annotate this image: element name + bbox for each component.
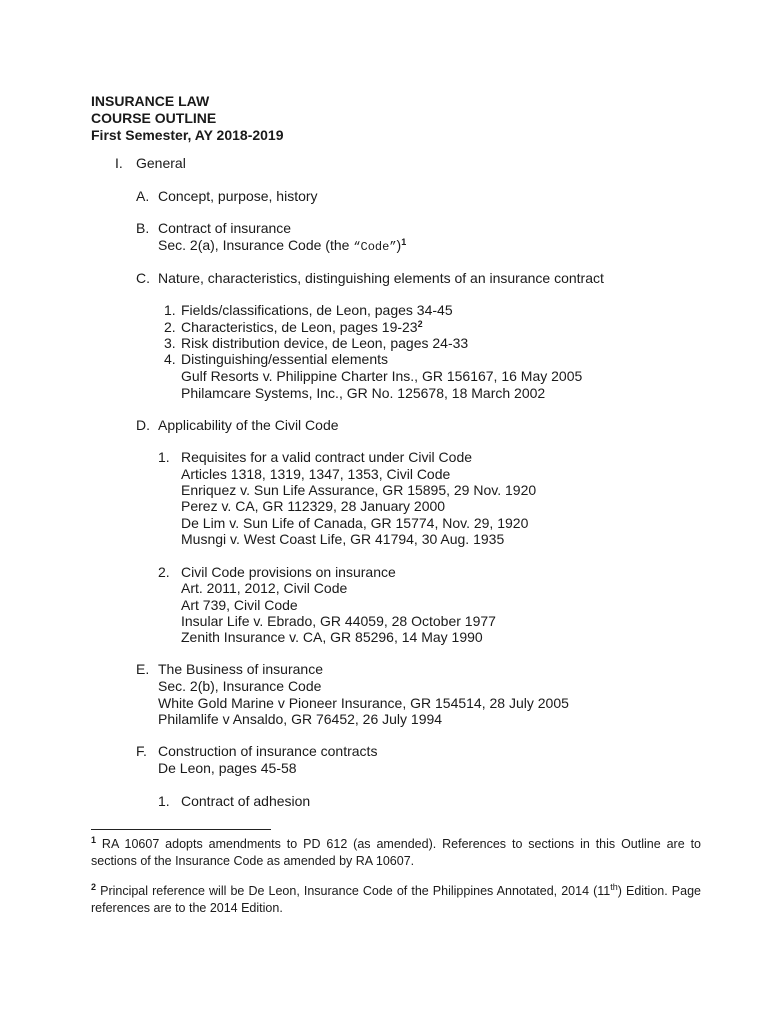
outline-e-heading: The Business of insurance: [158, 661, 323, 677]
footnote-2: [91, 883, 701, 917]
b-ref-prefix: Sec. 2(a), Insurance Code (the: [158, 237, 354, 253]
case-perez: Perez v. CA, GR 112329, 28 January 2000: [181, 498, 446, 514]
outline-a-heading: Concept, purpose, history: [158, 188, 318, 204]
footnote-2-mark: 2: [91, 882, 97, 892]
case-philamcare: Philamcare Systems, Inc., GR No. 125678, 18 March 2002: [181, 385, 546, 401]
civil-code-articles: Articles 1318, 1319, 1347, 1353, Civil Code: [181, 466, 451, 482]
outline-c3-text: Risk distribution device, de Leon, pages 24-33: [181, 335, 469, 351]
footnote-1: [91, 836, 701, 870]
outline-b-heading: Contract of insurance: [158, 220, 292, 236]
footnote-1-mark: 1: [91, 835, 97, 845]
case-enriquez: Enriquez v. Sun Life Assurance, GR 15895, 29 Nov. 1920: [181, 482, 537, 498]
outline-d2-number: 2.: [158, 564, 170, 580]
case-philamlife: Philamlife v Ansaldo, GR 76452, 26 July 1994: [158, 711, 443, 727]
insurance-code-sec-2b: Sec. 2(b), Insurance Code: [158, 678, 322, 694]
outline-i-number: I.: [115, 155, 123, 171]
outline-d2-text: Civil Code provisions on insurance: [181, 564, 396, 580]
outline-f1-text: Contract of adhesion: [181, 793, 311, 809]
footnote-ref-1[interactable]: 1: [401, 237, 407, 247]
outline-b-reference: [158, 237, 406, 255]
outline-c1-number: 1.: [164, 302, 176, 318]
case-white-gold: White Gold Marine v Pioneer Insurance, GR 154514, 28 July 2005: [158, 695, 569, 711]
outline-d-heading: Applicability of the Civil Code: [158, 417, 339, 433]
outline-c4-text: Distinguishing/essential elements: [181, 351, 388, 367]
case-gulf-resorts: Gulf Resorts v. Philippine Charter Ins., GR 156167, 16 May 2005: [181, 368, 583, 384]
case-musngi: Musngi v. West Coast Life, GR 41794, 30 Aug. 1935: [181, 531, 505, 547]
b-ref-suffix: ): [396, 237, 402, 253]
outline-i-heading: General: [136, 155, 186, 171]
outline-c-heading: Nature, characteristics, distinguishing elements of an insurance contract: [158, 270, 604, 286]
title-insurance-law: INSURANCE LAW: [91, 93, 210, 109]
c2-text: Characteristics, de Leon, pages 19-23: [181, 319, 418, 335]
footnote-2-text-b: ) Edition. Page references are to the 2014 Edition.: [91, 884, 701, 915]
outline-e-letter: E.: [136, 661, 150, 677]
footnote-2-superscript-th: th: [610, 882, 618, 892]
de-leon-reference: De Leon, pages 45-58: [158, 760, 297, 776]
b-ref-code: “Code”: [353, 240, 397, 254]
outline-d1-number: 1.: [158, 449, 170, 465]
outline-c1-text: Fields/classifications, de Leon, pages 34-45: [181, 302, 453, 318]
footnote-divider: [91, 829, 271, 830]
outline-c2-number: 2.: [164, 319, 176, 335]
case-zenith: Zenith Insurance v. CA, GR 85296, 14 May 1990: [181, 629, 483, 645]
civil-code-art-2011: Art. 2011, 2012, Civil Code: [181, 580, 348, 596]
outline-d1-text: Requisites for a valid contract under Civil Code: [181, 449, 473, 465]
footnote-1-text: RA 10607 adopts amendments to PD 612 (as amended). References to sections in this Outline are to sections of the Insurance Code as amended by RA 10607.: [91, 837, 701, 868]
outline-c-letter: C.: [136, 270, 150, 286]
outline-c3-number: 3.: [164, 335, 176, 351]
outline-c2-text: [181, 319, 423, 335]
outline-f-letter: F.: [136, 743, 147, 759]
outline-b-letter: B.: [136, 220, 150, 236]
title-semester: First Semester, AY 2018-2019: [91, 127, 284, 143]
footnote-ref-2[interactable]: 2: [417, 319, 423, 329]
outline-d-letter: D.: [136, 417, 150, 433]
title-course-outline: COURSE OUTLINE: [91, 110, 217, 126]
footnote-2-text-a: Principal reference will be De Leon, Insurance Code of the Philippines Annotated, 2014 (11: [96, 884, 611, 898]
case-de-lim: De Lim v. Sun Life of Canada, GR 15774, Nov. 29, 1920: [181, 515, 529, 531]
civil-code-art-739: Art 739, Civil Code: [181, 597, 298, 613]
outline-f1-number: 1.: [158, 793, 170, 809]
case-insular-life: Insular Life v. Ebrado, GR 44059, 28 October 1977: [181, 613, 496, 629]
outline-c4-number: 4.: [164, 351, 176, 367]
outline-f-heading: Construction of insurance contracts: [158, 743, 378, 759]
outline-a-letter: A.: [136, 188, 150, 204]
